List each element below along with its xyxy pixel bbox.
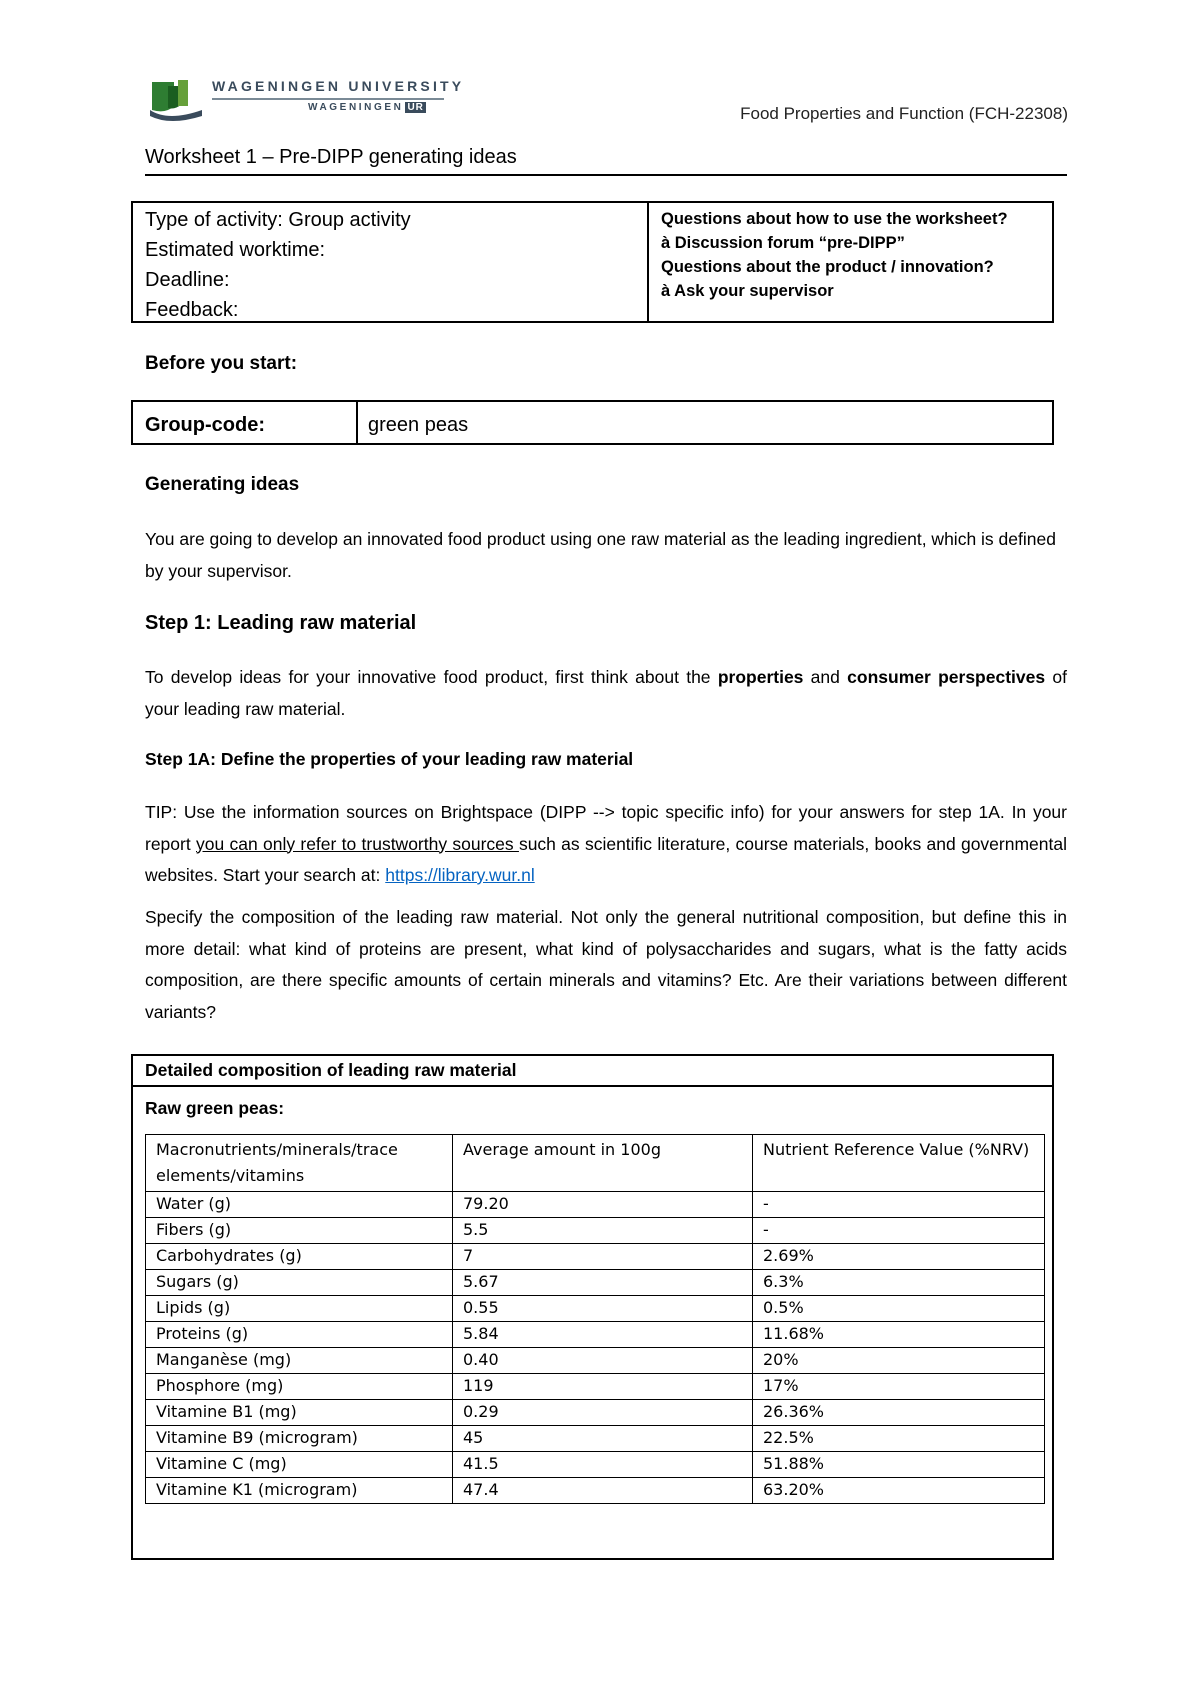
nrv-cell: 20% xyxy=(753,1348,1045,1374)
title-divider xyxy=(145,174,1067,176)
nutrient-name-cell: Fibers (g) xyxy=(146,1218,453,1244)
average-amount-cell: 41.5 xyxy=(453,1452,753,1478)
step1a-tip: TIP: Use the information sources on Brightspace (DIPP --> topic specific info) for your answers for step 1A. In your report you can only refer to trustworthy sources such as scientific literature, course materials, books and governmental websites. Start your search at: https://library.wur.nl xyxy=(145,802,1067,885)
answer-supervisor: à Ask your supervisor xyxy=(661,282,834,300)
column-header: Macronutrients/minerals/trace elements/vitamins xyxy=(146,1135,453,1192)
column-header: Average amount in 100g xyxy=(453,1135,753,1192)
table-row xyxy=(146,1426,1045,1452)
table-row xyxy=(146,1296,1045,1322)
library-link[interactable]: https://library.wur.nl xyxy=(385,865,535,885)
logo-subline: WAGENINGEN UR xyxy=(308,102,424,113)
nutrient-name-cell: Carbohydrates (g) xyxy=(146,1244,453,1270)
worksheet-title: Worksheet 1 – Pre-DIPP generating ideas xyxy=(145,146,517,168)
table-row xyxy=(146,1244,1045,1270)
average-amount-cell: 5.67 xyxy=(453,1270,753,1296)
average-amount-cell: 45 xyxy=(453,1426,753,1452)
university-logo-mark-icon xyxy=(148,76,204,122)
step1-text: To develop ideas for your innovative food product, first think about the properties and consumer perspectives of your leading raw material. xyxy=(145,667,1067,719)
nrv-cell: - xyxy=(753,1218,1045,1244)
generating-ideas-text: You are going to develop an innovated food product using one raw material as the leading ingredient, which is defined by your supervisor. xyxy=(145,529,1056,581)
table-row xyxy=(146,1452,1045,1478)
nutrient-name-cell: Water (g) xyxy=(146,1192,453,1218)
table-row xyxy=(146,1374,1045,1400)
nutrient-name-cell: Vitamine B9 (microgram) xyxy=(146,1426,453,1452)
nrv-cell: 2.69% xyxy=(753,1244,1045,1270)
average-amount-cell: 47.4 xyxy=(453,1478,753,1504)
feedback: Feedback: xyxy=(145,299,239,321)
nutrient-name-cell: Lipids (g) xyxy=(146,1296,453,1322)
composition-heading: Detailed composition of leading raw material xyxy=(133,1056,1052,1087)
table-row xyxy=(146,1218,1045,1244)
logo-rule xyxy=(212,98,444,100)
nrv-cell: 26.36% xyxy=(753,1400,1045,1426)
group-code-value: green peas xyxy=(368,414,469,436)
nrv-cell: 51.88% xyxy=(753,1452,1045,1478)
table-header-row xyxy=(146,1135,1045,1192)
average-amount-cell: 0.29 xyxy=(453,1400,753,1426)
step1-heading: Step 1: Leading raw material xyxy=(145,612,417,634)
average-amount-cell: 0.55 xyxy=(453,1296,753,1322)
group-code-label: Group-code: xyxy=(133,402,358,443)
step1a-specification: Specify the composition of the leading raw material. Not only the general nutritional composition, but define this in more detail: what kind of proteins are present, what kind of polysaccharides and sugars, what is the fatty acids composition, are there specific amounts of certain minerals and vitamins? Etc. Are their variations between different variants? xyxy=(145,907,1067,1022)
nrv-cell: 0.5% xyxy=(753,1296,1045,1322)
group-code-box xyxy=(131,400,1054,445)
nutrient-table xyxy=(145,1134,1045,1504)
table-row xyxy=(146,1192,1045,1218)
nrv-cell: - xyxy=(753,1192,1045,1218)
nrv-cell: 6.3% xyxy=(753,1270,1045,1296)
table-row xyxy=(146,1348,1045,1374)
column-header: Nutrient Reference Value (%NRV) xyxy=(753,1135,1045,1192)
logo-university-name: WAGENINGEN UNIVERSITY xyxy=(212,78,465,94)
question-product: Questions about the product / innovation? xyxy=(661,258,994,276)
step1a-heading: Step 1A: Define the properties of your leading raw material xyxy=(145,749,634,769)
nutrient-name-cell: Sugars (g) xyxy=(146,1270,453,1296)
average-amount-cell: 79.20 xyxy=(453,1192,753,1218)
average-amount-cell: 5.84 xyxy=(453,1322,753,1348)
average-amount-cell: 7 xyxy=(453,1244,753,1270)
average-amount-cell: 119 xyxy=(453,1374,753,1400)
nrv-cell: 17% xyxy=(753,1374,1045,1400)
activity-type: Type of activity: Group activity xyxy=(145,209,411,231)
composition-subheading: Raw green peas: xyxy=(145,1098,285,1118)
question-worksheet: Questions about how to use the worksheet? xyxy=(661,210,1008,228)
before-start-heading: Before you start: xyxy=(145,353,298,374)
nutrient-name-cell: Vitamine B1 (mg) xyxy=(146,1400,453,1426)
deadline: Deadline: xyxy=(145,269,230,291)
estimated-worktime: Estimated worktime: xyxy=(145,239,326,261)
nrv-cell: 63.20% xyxy=(753,1478,1045,1504)
average-amount-cell: 0.40 xyxy=(453,1348,753,1374)
nrv-cell: 11.68% xyxy=(753,1322,1045,1348)
activity-details xyxy=(133,203,649,321)
generating-ideas-heading: Generating ideas xyxy=(145,474,300,495)
activity-info-box xyxy=(131,201,1054,323)
nutrient-name-cell: Manganèse (mg) xyxy=(146,1348,453,1374)
composition-box xyxy=(131,1054,1054,1560)
table-row xyxy=(146,1322,1045,1348)
university-logo xyxy=(148,76,465,122)
course-name: Food Properties and Function (FCH-22308) xyxy=(740,104,1068,123)
nutrient-name-cell: Phosphore (mg) xyxy=(146,1374,453,1400)
nutrient-name-cell: Proteins (g) xyxy=(146,1322,453,1348)
nutrient-name-cell: Vitamine C (mg) xyxy=(146,1452,453,1478)
average-amount-cell: 5.5 xyxy=(453,1218,753,1244)
table-row xyxy=(146,1400,1045,1426)
activity-questions xyxy=(649,203,1052,321)
table-row xyxy=(146,1478,1045,1504)
answer-discussion-forum: à Discussion forum “pre-DIPP” xyxy=(661,234,905,252)
table-row xyxy=(146,1270,1045,1296)
nutrient-name-cell: Vitamine K1 (microgram) xyxy=(146,1478,453,1504)
nrv-cell: 22.5% xyxy=(753,1426,1045,1452)
